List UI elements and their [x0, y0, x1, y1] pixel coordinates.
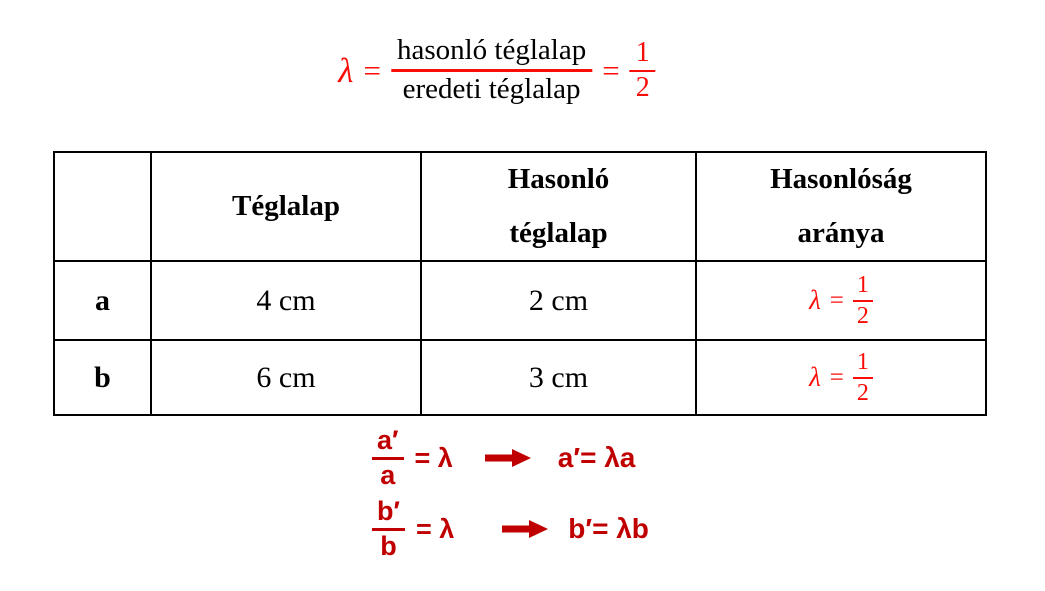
- fraction-denominator: 2: [856, 302, 869, 329]
- similarity-table: [53, 151, 987, 416]
- fraction-numerator: 1: [853, 349, 873, 378]
- a-prime-over-a-fraction: [372, 426, 404, 490]
- derived-equation-a: a′= λa: [557, 442, 636, 474]
- original-side-b: 6 cm: [151, 340, 421, 415]
- equals-sign: =: [829, 364, 844, 392]
- similar-side-b: 3 cm: [421, 340, 696, 415]
- fraction-numerator: hasonló téglalap: [391, 34, 592, 72]
- header-hasonlosag-aranya: [696, 152, 986, 261]
- derived-equation-b: b′= λb: [568, 513, 649, 545]
- equals-lambda: = λ: [414, 442, 453, 473]
- header-line: Hasonló: [507, 163, 610, 195]
- lambda-symbol: λ: [809, 362, 821, 393]
- row-label-b: b: [54, 340, 151, 415]
- right-arrow-icon: [485, 449, 531, 467]
- ratio-cell-b: [696, 340, 986, 415]
- derivation-formula-a: [372, 426, 635, 490]
- equals-sign: =: [829, 287, 844, 315]
- header-line: aránya: [797, 216, 885, 249]
- similarity-ratio-formula: [338, 34, 655, 107]
- fraction-denominator: eredeti téglalap: [402, 73, 581, 106]
- ratio-fraction: [391, 34, 592, 107]
- header-empty-cell: [54, 152, 151, 261]
- lambda-symbol: λ: [809, 285, 821, 316]
- header-label: Téglalap: [232, 190, 340, 223]
- header-line: Hasonlóság: [770, 163, 912, 195]
- result-fraction: [630, 38, 656, 102]
- fraction-denominator: b: [380, 531, 397, 562]
- fraction-denominator: 2: [856, 379, 869, 406]
- right-arrow-icon: [502, 520, 548, 538]
- fraction-numerator: 1: [853, 272, 873, 301]
- fraction-numerator: b′: [372, 497, 405, 531]
- result-denominator: 2: [635, 71, 650, 103]
- ratio-value-fraction: [853, 272, 873, 329]
- header-hasonlo-teglalap: [421, 152, 696, 261]
- equals-sign: =: [363, 52, 381, 88]
- ratio-formula: [809, 349, 873, 406]
- ratio-value-fraction: [853, 349, 873, 406]
- similar-side-a: 2 cm: [421, 261, 696, 340]
- header-teglalap: [151, 152, 421, 261]
- equals-sign: =: [602, 52, 620, 88]
- row-label-a: a: [54, 261, 151, 340]
- fraction-numerator: a′: [372, 426, 404, 460]
- table-row-a: [54, 261, 986, 340]
- equals-lambda: = λ: [415, 513, 455, 544]
- result-numerator: 1: [630, 38, 656, 71]
- header-line: téglalap: [509, 216, 608, 249]
- b-prime-over-b-fraction: [372, 497, 405, 561]
- lambda-symbol: λ: [338, 50, 354, 90]
- ratio-cell-a: [696, 261, 986, 340]
- table-row-b: [54, 340, 986, 415]
- fraction-denominator: a: [380, 460, 396, 491]
- original-side-a: 4 cm: [151, 261, 421, 340]
- table-header-row: [54, 152, 986, 261]
- derivation-formula-b: [372, 497, 649, 561]
- ratio-formula: [809, 272, 873, 329]
